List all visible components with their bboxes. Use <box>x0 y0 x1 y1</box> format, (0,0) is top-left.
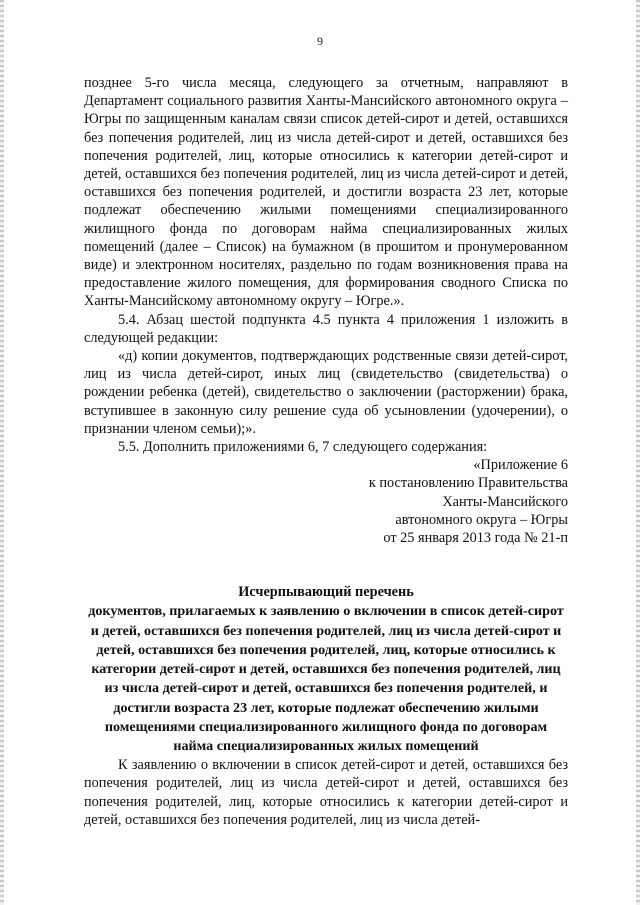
section-heading <box>84 583 568 756</box>
page-number: 9 <box>317 34 323 48</box>
appendix-line: к постановлению Правительства <box>368 475 568 492</box>
heading-title: Исчерпывающий перечень <box>238 584 414 601</box>
scan-edge-left <box>0 0 4 905</box>
paragraph-5-5: 5.5. Дополнить приложениями 6, 7 следующего содержания: <box>118 439 488 456</box>
appendix-header <box>84 456 568 547</box>
heading-subtitle: документов, прилагаемых к заявлению о включении в список детей-сирот и детей, оставшихся без попечения родителей, лиц из числа детей-сирот и детей, оставшихся без попечения родителей, лиц, которые относились к категории детей-сирот и детей, оставшихся без попечения родителей, лиц из числа детей-сирот и детей, оставшихся без попечения родителей, и достигли возраста 23 лет, которые подлежат обеспечению жилыми помещениями специализированного жилищного фонда по договорам найма специализированных жилых помещений <box>88 603 564 754</box>
appendix-line: от 25 января 2013 года № 21-п <box>383 530 568 547</box>
scan-edge-right <box>636 0 640 905</box>
document-body <box>84 74 568 829</box>
paragraph-5-4: 5.4. Абзац шестой подпункта 4.5 пункта 4 приложения 1 изложить в следующей редакции: <box>84 311 568 346</box>
appendix-line: «Приложение 6 <box>473 457 568 474</box>
appendix-line: Ханты-Мансийского <box>442 493 568 510</box>
paragraph-quoted-item-d: «д) копии документов, подтверждающих родственные связи детей-сирот, лиц из числа детей-сирот, иных лиц (свидетельство (свидетельства) о рождении ребенка (детей), свидетельство о заключении (расторжении) брака, вступившее в законную силу решение суда об усыновлении (удочерении), о признании членом семьи);». <box>84 348 568 437</box>
appendix-line: автономного округа – Югры <box>395 511 568 528</box>
paragraph-application-list: К заявлению о включении в список детей-сирот и детей, оставшихся без попечения родителей, лиц из числа детей-сирот и детей, оставшихся без попечения родителей, лиц, которые относились к категории детей-сирот и детей, оставшихся без попечения родителей, лиц из числа детей- <box>84 757 568 828</box>
paragraph-continuation: позднее 5-го числа месяца, следующего за отчетным, направляют в Департамент социального развития Ханты-Мансийского автономного округа – Югры по защищенным каналам связи список детей-сирот и детей, оставшихся без попечения родителей, лиц из числа детей-сирот и детей, оставшихся без попечения родителей, лиц, которые относились к категории детей-сирот и детей, оставшихся без попечения родителей, лиц из числа детей-сирот и детей, оставшихся без попечения родителей, и достигли возраста 23 лет, которые подлежат обеспечению жилыми помещениями специализированного жилищного фонда по договорам найма специализированных жилых помещений (далее – Список) на бумажном (в прошитом и пронумерованном виде) и электронном носителях, раздельно по годам возникновения права на предоставление жилого помещения, для формирования сводного Списка по Ханты-Мансийскому автономному округу – Югре.». <box>84 75 568 310</box>
